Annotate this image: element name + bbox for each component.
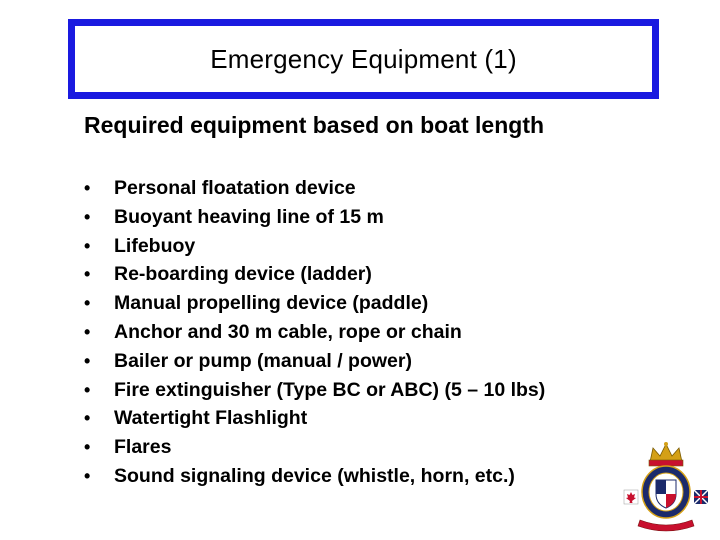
list-item: [84, 462, 545, 491]
bullet-icon: •: [84, 264, 91, 285]
bullet-icon: •: [84, 379, 91, 400]
slide-subtitle: Required equipment based on boat length: [84, 112, 545, 138]
list-item-text: Manual propelling device (paddle): [114, 292, 429, 315]
equipment-list: [84, 174, 545, 491]
list-item-text: Fire extinguisher (Type BC or ABC) (5 – 10 lbs): [114, 378, 546, 401]
list-item-text: Sound signaling device (whistle, horn, etc.): [114, 464, 515, 487]
list-item: [84, 318, 545, 347]
list-item: [84, 260, 545, 289]
list-item: [84, 404, 545, 433]
list-item: [84, 203, 545, 232]
bullet-icon: •: [84, 293, 91, 314]
list-item-text: Personal floatation device: [114, 177, 356, 199]
bullet-icon: •: [84, 178, 91, 198]
list-item-text: Buoyant heaving line of 15 m: [114, 205, 384, 228]
bullet-icon: •: [84, 206, 91, 227]
list-item: [84, 174, 545, 203]
slide-title-box: [68, 19, 659, 99]
bullet-icon: •: [84, 437, 91, 458]
list-item: [84, 289, 545, 318]
list-item: [84, 433, 545, 462]
crown-icon: [649, 442, 683, 466]
bullet-icon: •: [84, 235, 91, 256]
list-item-text: Flares: [114, 436, 172, 459]
bullet-icon: •: [84, 321, 91, 342]
list-item: [84, 376, 545, 405]
list-item: [84, 347, 545, 376]
list-item-text: Re-boarding device (ladder): [114, 263, 372, 286]
bullet-icon: •: [84, 465, 91, 486]
list-item-text: Bailer or pump (manual / power): [114, 349, 412, 372]
bullet-icon: •: [84, 408, 91, 429]
maple-leaf-icon: [624, 490, 638, 504]
ensign-flag-icon: [694, 490, 708, 504]
bullet-icon: •: [84, 350, 91, 371]
list-item-text: Lifebuoy: [114, 234, 196, 257]
slide-title: Emergency Equipment (1): [210, 43, 517, 74]
squadron-crest-emblem-icon: [620, 440, 712, 535]
list-item-text: Watertight Flashlight: [114, 407, 308, 430]
list-item-text: Anchor and 30 m cable, rope or chain: [114, 320, 462, 343]
list-item: [84, 232, 545, 261]
